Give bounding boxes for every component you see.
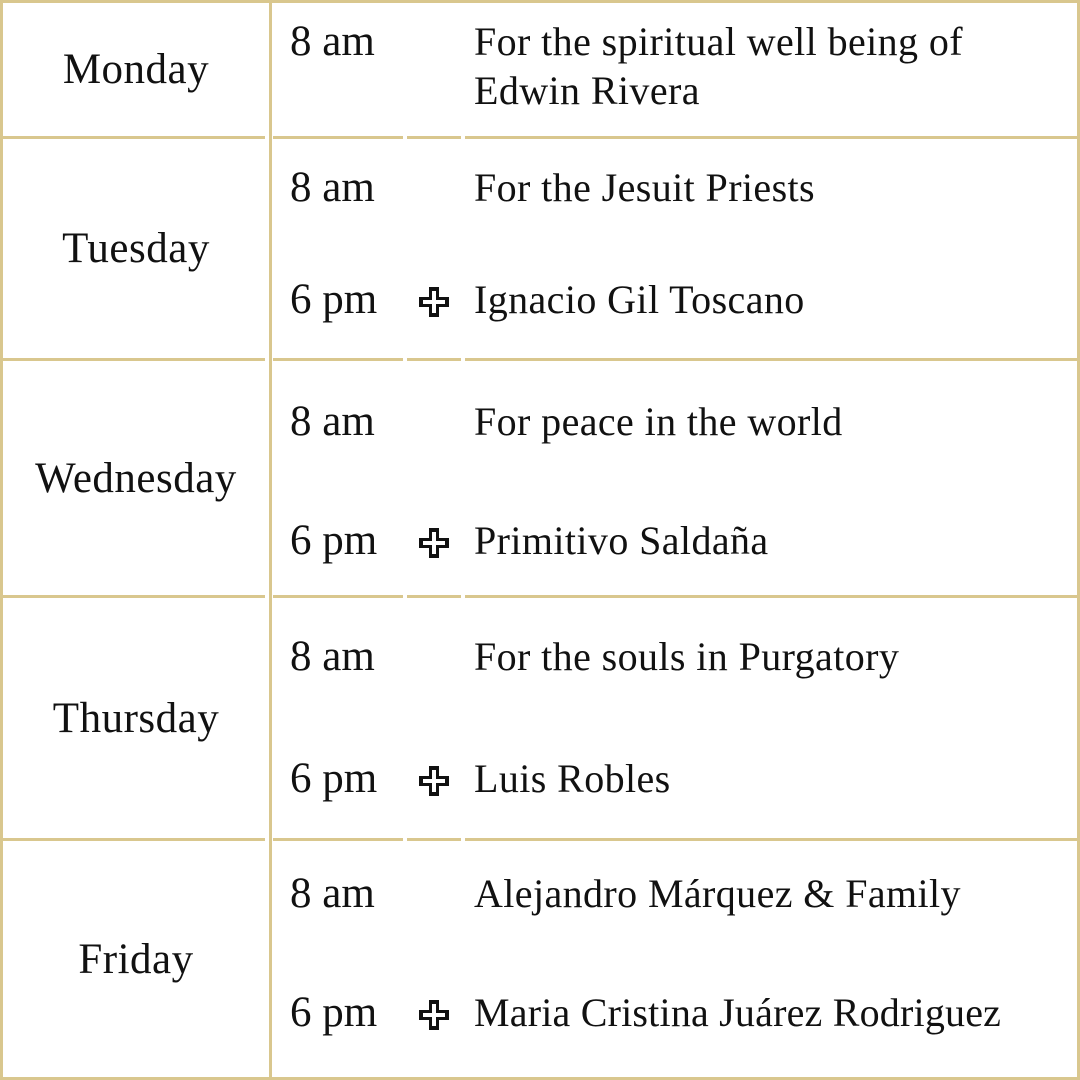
mass-slot — [3, 392, 1077, 452]
mass-time: 6 pm — [290, 517, 378, 564]
cross-icon — [417, 285, 451, 319]
row-tuesday — [3, 139, 1077, 358]
cross-icon — [417, 998, 451, 1032]
mass-slot — [3, 983, 1077, 1043]
row-thursday — [3, 598, 1077, 838]
day-label: Friday — [78, 935, 194, 983]
mass-slot — [3, 270, 1077, 330]
cross-icon — [417, 526, 451, 560]
mass-time: 6 pm — [290, 755, 378, 802]
intention-line-2: Edwin Rivera — [474, 68, 700, 113]
mass-intention: Luis Robles — [474, 756, 671, 801]
mass-time: 8 am — [290, 164, 375, 211]
mass-slot — [3, 749, 1077, 809]
mass-intention: For the Jesuit Priests — [474, 165, 816, 210]
mass-intention: Primitivo Saldaña — [474, 518, 769, 563]
mass-time: 8 am — [290, 870, 375, 917]
mass-slot — [3, 864, 1077, 924]
intention-line-1: For the spiritual well being of — [474, 19, 963, 64]
mass-slot — [3, 511, 1077, 571]
mass-time: 8 am — [290, 18, 375, 65]
day-label: Thursday — [52, 694, 220, 742]
mass-time: 6 pm — [290, 989, 378, 1036]
day-label: Tuesday — [62, 225, 210, 272]
mass-time: 8 am — [290, 633, 375, 680]
row-monday — [3, 3, 1077, 136]
mass-intention: For the souls in Purgatory — [474, 634, 900, 679]
mass-intention: Maria Cristina Juárez Rodriguez — [474, 990, 1002, 1035]
mass-intention: Alejandro Márquez & Family — [474, 871, 961, 916]
row-wednesday — [3, 361, 1077, 595]
mass-slot — [3, 627, 1077, 687]
mass-intention: For peace in the world — [474, 399, 843, 444]
mass-intention: Ignacio Gil Toscano — [474, 277, 805, 322]
day-label: Wednesday — [35, 454, 237, 502]
mass-slot — [3, 158, 1077, 218]
cross-icon — [417, 764, 451, 798]
mass-time: 8 am — [290, 398, 375, 445]
row-friday — [3, 841, 1077, 1077]
mass-time: 6 pm — [290, 276, 378, 323]
day-label: Monday — [62, 46, 210, 93]
